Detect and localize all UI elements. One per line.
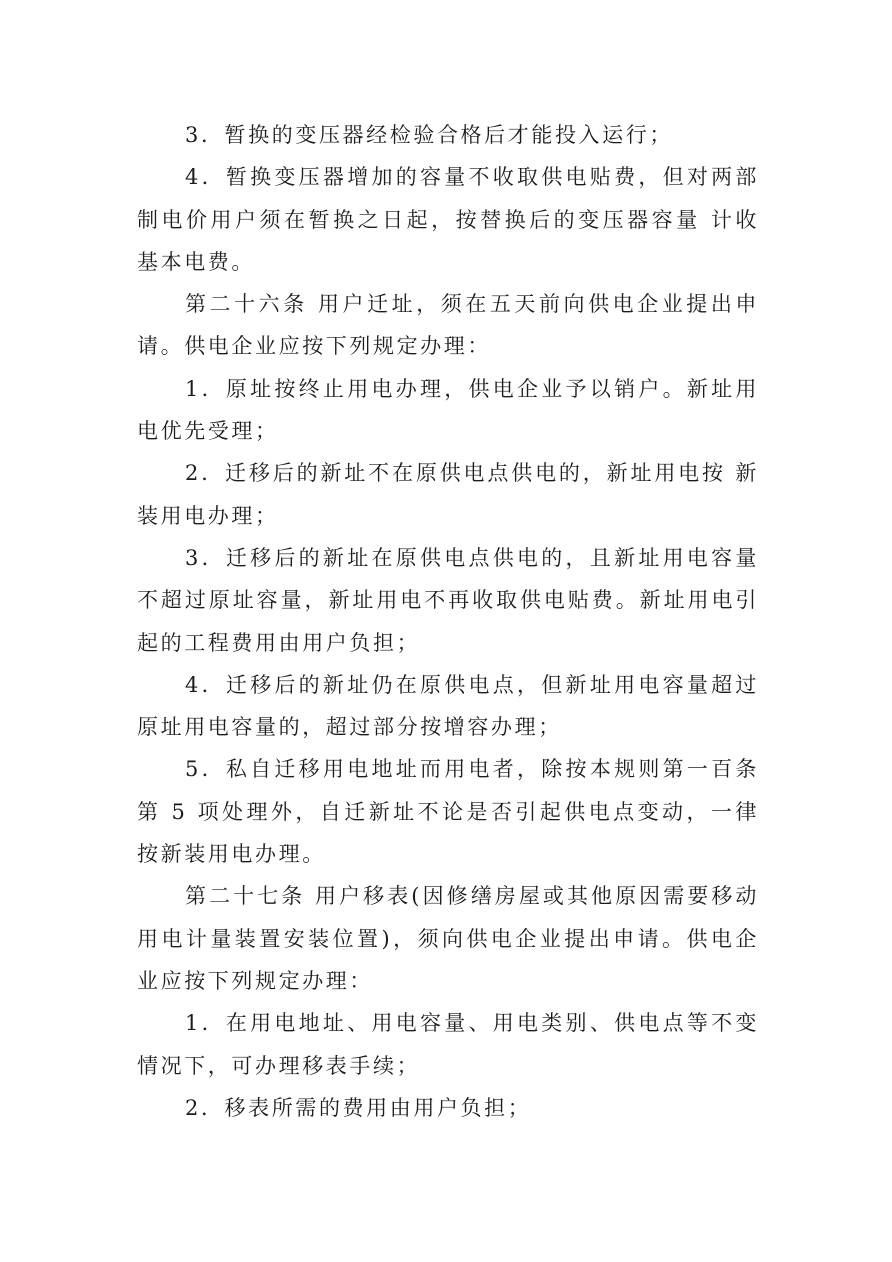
- article-26-item-2: 2．迁移后的新址不在原供电点供电的，新址用电按 新装用电办理；: [137, 461, 759, 528]
- article-26-heading: 第二十六条 用户迁址，须在五天前向供电企业提出申请。供电企业应按下列规定办理：: [137, 292, 759, 359]
- document-body: [137, 114, 759, 1129]
- article-26-item-1: 1．原址按终止用电办理，供电企业予以销户。新址用电优先受理；: [137, 376, 759, 444]
- article-26-item-5: 5．私自迁移用电地址而用电者，除按本规则第一百条第 5 项处理外，自迁新址不论是否引起供电点变动，一律按新装用电办理。: [137, 757, 759, 867]
- article-27-heading: 第二十七条 用户移表(因修缮房屋或其他原因需要移动用电计量装置安装位置)，须向供电企业提出申请。供电企业应按下列规定办理：: [137, 884, 759, 993]
- paragraph-item-4: 4．暂换变压器增加的容量不收取供电贴费，但对两部制电价用户须在暂换之日起，按替换后的变压器容量 计收基本电费。: [137, 165, 759, 274]
- article-26-item-4: 4．迁移后的新址仍在原供电点，但新址用电容量超过原址用电容量的，超过部分按增容办理；: [137, 672, 759, 740]
- article-27-item-1: 1．在用电地址、用电容量、用电类别、供电点等不变情况下，可办理移表手续；: [137, 1011, 759, 1078]
- paragraph-item-3: 3．暂换的变压器经检验合格后才能投入运行；: [185, 123, 673, 147]
- article-27-item-2: 2．移表所需的费用由用户负担；: [185, 1095, 532, 1120]
- article-26-item-3: 3．迁移后的新址在原供电点供电的，且新址用电容量不超过原址容量，新址用电不再收取供电贴费。新址用电引起的工程费用由用户负担；: [137, 545, 759, 655]
